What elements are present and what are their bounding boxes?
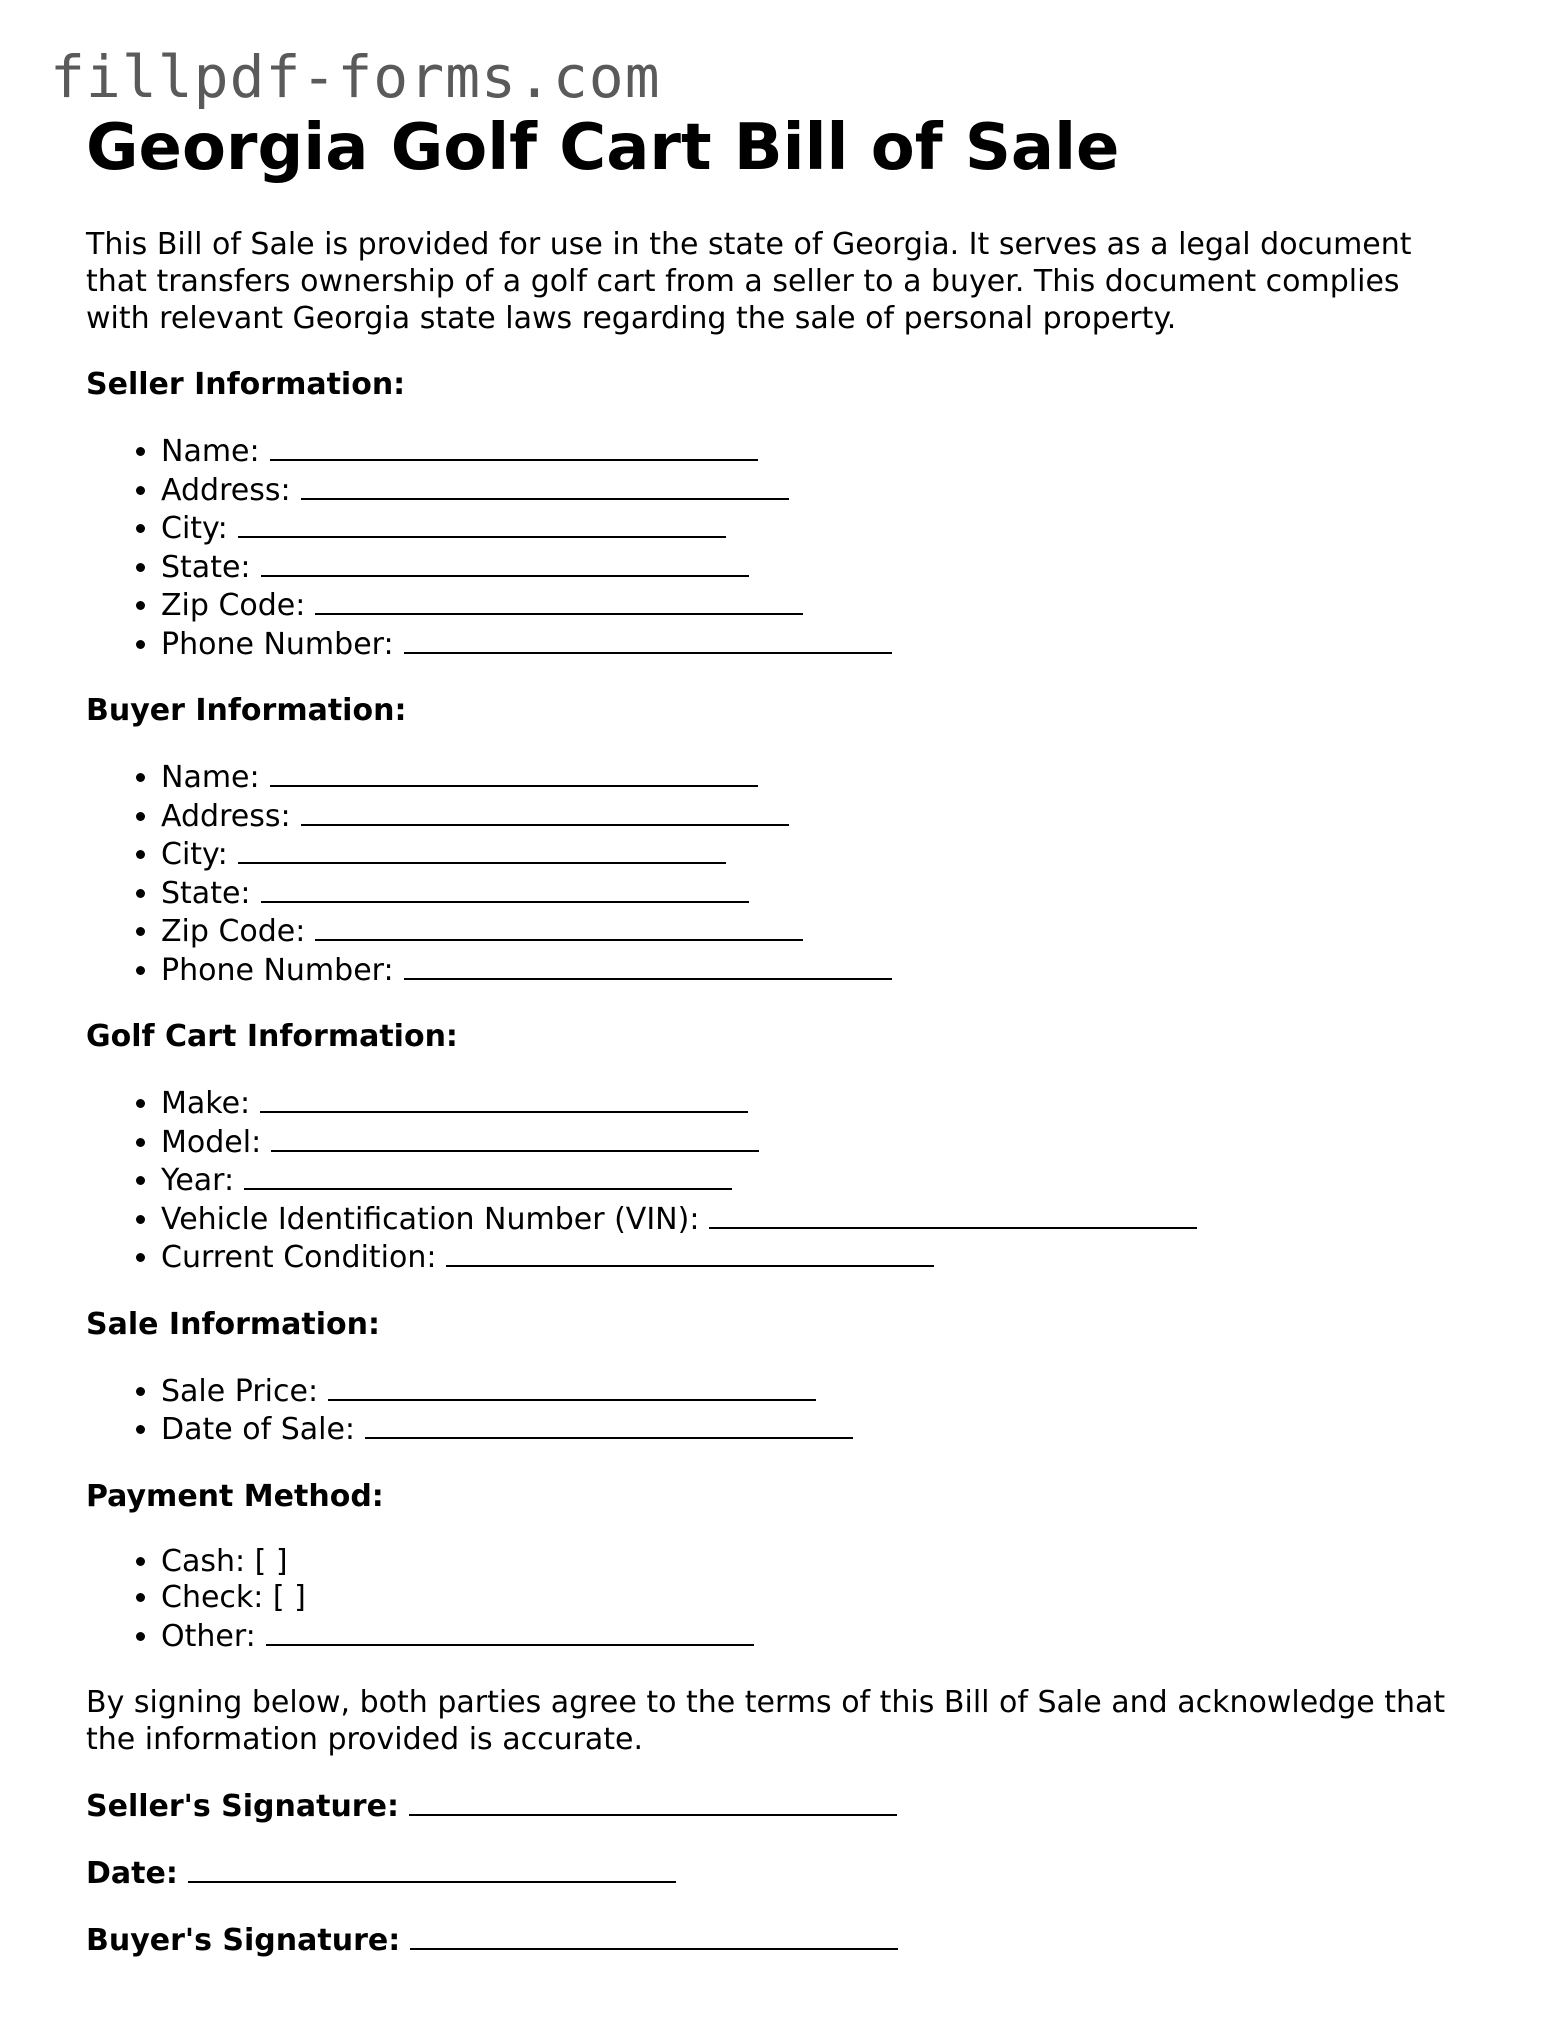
payment-other-blank[interactable]	[266, 1617, 754, 1646]
cart-condition-item	[161, 1238, 1486, 1277]
date-signature-blank[interactable]	[188, 1854, 676, 1883]
field-label: Current Condition:	[161, 1240, 437, 1275]
buyer-phone-blank[interactable]	[404, 951, 892, 980]
seller-city-blank[interactable]	[238, 509, 726, 538]
buyer-zip-item	[161, 912, 1486, 951]
cart-year-item	[161, 1161, 1486, 1200]
buyer-field-list	[86, 758, 1486, 989]
sale-date-blank[interactable]	[365, 1410, 853, 1439]
buyer-zip-blank[interactable]	[315, 912, 803, 941]
cart-heading: Golf Cart Information:	[86, 1019, 458, 1054]
buyer-name-blank[interactable]	[270, 758, 758, 787]
payment-check-checkbox[interactable]: Check: [ ]	[161, 1580, 306, 1615]
buyer-address-blank[interactable]	[301, 797, 789, 826]
field-label: Address:	[161, 798, 291, 834]
field-label: Zip Code:	[161, 588, 306, 623]
payment-heading: Payment Method:	[86, 1478, 384, 1514]
sale-date-item	[161, 1410, 1486, 1449]
field-label: Name:	[161, 760, 260, 795]
seller-city-item	[161, 509, 1486, 548]
field-label: Zip Code:	[161, 914, 306, 949]
seller-state-blank[interactable]	[261, 548, 749, 577]
cart-make-blank[interactable]	[260, 1084, 748, 1113]
payment-field-list	[86, 1544, 1486, 1656]
sale-price-item	[161, 1372, 1486, 1411]
field-label: City:	[161, 511, 228, 546]
field-label: Year:	[161, 1163, 235, 1198]
cart-year-blank[interactable]	[244, 1161, 732, 1190]
cart-model-item	[161, 1123, 1486, 1162]
payment-cash-checkbox[interactable]: Cash: [ ]	[161, 1543, 288, 1579]
seller-zip-blank[interactable]	[315, 586, 803, 615]
seller-zip-item	[161, 586, 1486, 625]
sale-field-list	[86, 1372, 1486, 1449]
field-label: Make:	[161, 1086, 251, 1121]
cart-field-list	[86, 1084, 1486, 1277]
seller-signature-row	[86, 1787, 1486, 1825]
seller-name-item	[161, 432, 1486, 471]
buyer-city-item	[161, 835, 1486, 874]
field-label: City:	[161, 837, 228, 872]
field-label: Vehicle Identification Number (VIN):	[161, 1201, 700, 1237]
seller-field-list	[86, 432, 1486, 663]
field-label: Phone Number:	[161, 626, 394, 662]
seller-state-item	[161, 548, 1486, 587]
buyer-signature-row	[86, 1921, 1486, 1959]
buyer-phone-item	[161, 951, 1486, 990]
seller-phone-item	[161, 625, 1486, 664]
buyer-city-blank[interactable]	[238, 835, 726, 864]
cart-make-item	[161, 1084, 1486, 1123]
buyer-signature-blank[interactable]	[410, 1921, 898, 1950]
field-label: Name:	[161, 434, 260, 469]
cart-model-blank[interactable]	[271, 1123, 759, 1152]
sale-heading: Sale Information:	[86, 1306, 380, 1342]
closing-paragraph: By signing below, both parties agree to the terms of this Bill of Sale and acknowledge that the information provided is accurate.	[86, 1685, 1446, 1757]
payment-other-item	[161, 1617, 1486, 1656]
buyer-name-item	[161, 758, 1486, 797]
field-label: Sale Price:	[161, 1373, 319, 1409]
seller-signature-blank[interactable]	[409, 1787, 897, 1816]
sale-price-blank[interactable]	[328, 1372, 816, 1401]
date-signature-row	[86, 1854, 1486, 1892]
intro-paragraph: This Bill of Sale is provided for use in the state of Georgia. It serves as a legal document that transfers ownership of a golf cart from a seller to a buyer. This document complies with relevant Georgia state laws regarding the sale of personal property.	[86, 227, 1412, 336]
seller-name-blank[interactable]	[270, 432, 758, 461]
watermark: fillpdf-forms.com	[50, 43, 661, 111]
buyer-heading: Buyer Information:	[86, 693, 407, 728]
cart-vin-blank[interactable]	[709, 1200, 1197, 1229]
buyer-state-item	[161, 874, 1486, 913]
field-label: State:	[161, 875, 251, 911]
field-label: Model:	[161, 1124, 262, 1160]
field-label: Other:	[161, 1618, 256, 1654]
buyer-state-blank[interactable]	[261, 874, 749, 903]
cart-vin-item	[161, 1200, 1486, 1239]
date-signature-label: Date:	[86, 1856, 178, 1891]
seller-address-blank[interactable]	[301, 471, 789, 500]
document-page	[86, 108, 1486, 1959]
cart-condition-blank[interactable]	[446, 1238, 934, 1267]
payment-check-item[interactable]	[161, 1580, 1486, 1617]
field-label: Address:	[161, 472, 291, 508]
seller-address-item	[161, 471, 1486, 510]
buyer-address-item	[161, 797, 1486, 836]
seller-heading: Seller Information:	[86, 367, 406, 402]
field-label: Phone Number:	[161, 952, 394, 988]
field-label: Date of Sale:	[161, 1412, 356, 1447]
payment-cash-item[interactable]	[161, 1544, 1486, 1581]
seller-signature-label: Seller's Signature:	[86, 1789, 399, 1824]
field-label: State:	[161, 549, 251, 585]
page-title: Georgia Golf Cart Bill of Sale	[86, 111, 1120, 185]
seller-phone-blank[interactable]	[404, 625, 892, 654]
buyer-signature-label: Buyer's Signature:	[86, 1923, 401, 1958]
